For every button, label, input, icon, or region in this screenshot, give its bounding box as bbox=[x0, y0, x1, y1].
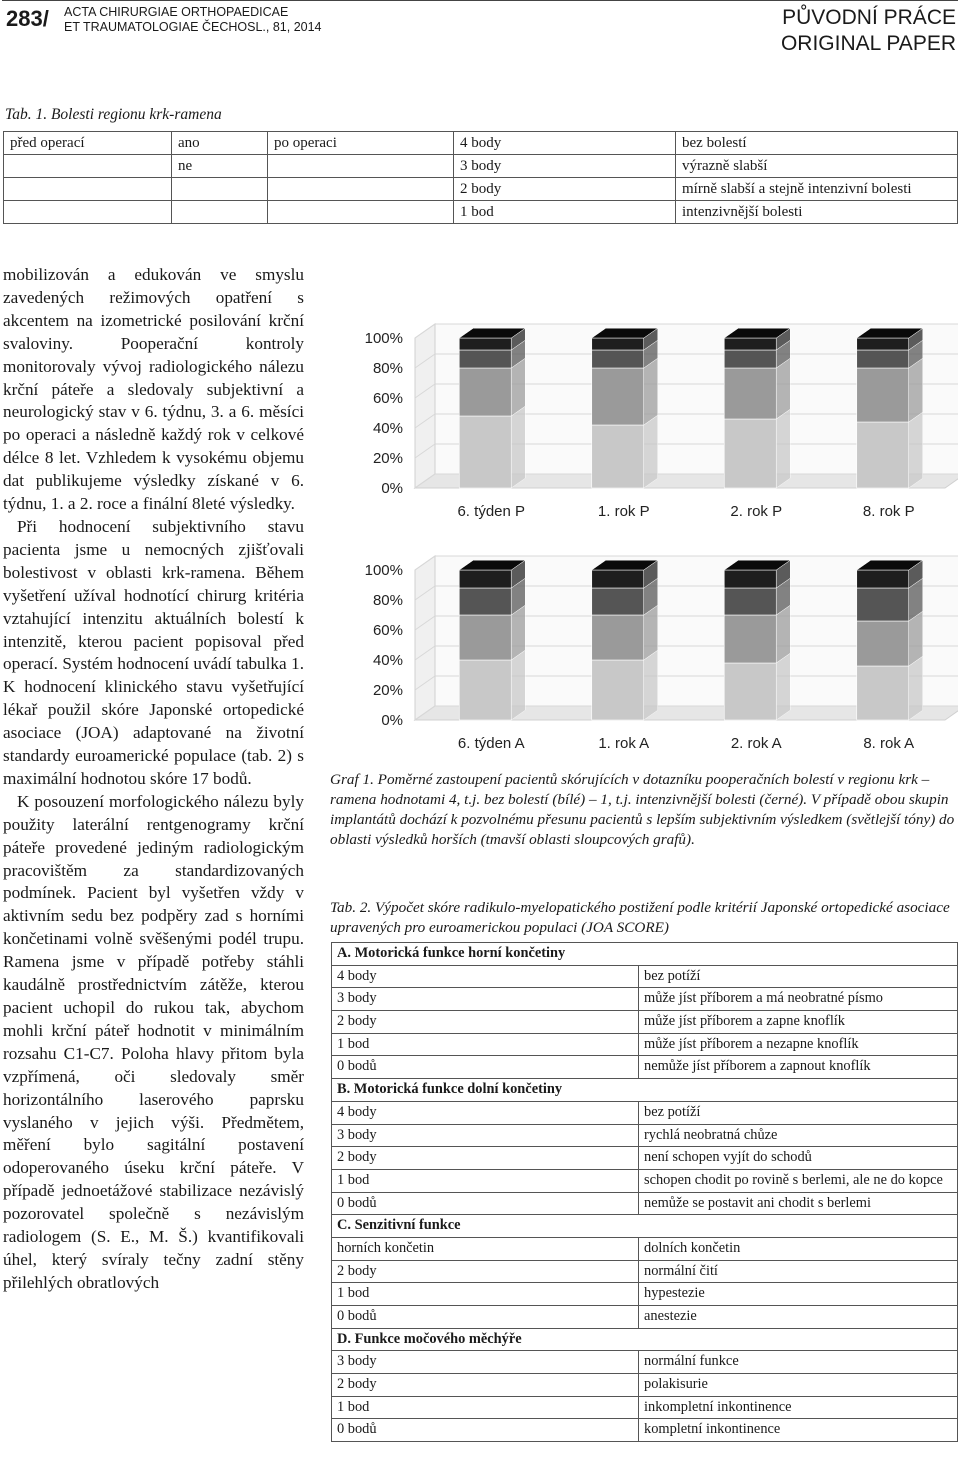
table1-cell: mírně slabší a stejně intenzivní bolesti bbox=[676, 178, 958, 201]
table2-score-cell: 3 body bbox=[332, 988, 639, 1011]
y-tick-label: 20% bbox=[372, 450, 403, 467]
y-tick-label: 80% bbox=[372, 592, 403, 609]
x-tick-label: 8. rok A bbox=[863, 735, 915, 752]
table2-description-cell: schopen chodit po rovině s berlemi, ale ne do kopce bbox=[639, 1169, 958, 1192]
x-tick-label: 2. rok A bbox=[730, 735, 782, 752]
table2-score-cell: 4 body bbox=[332, 1101, 639, 1124]
table2-score-cell: 2 body bbox=[332, 1374, 639, 1397]
table2-score-cell: 0 bodů bbox=[332, 1056, 639, 1079]
table2-description-cell: může jíst příborem a nezapne knoflík bbox=[639, 1033, 958, 1056]
bar-segment bbox=[724, 615, 776, 663]
table1-cell: výrazně slabší bbox=[676, 155, 958, 178]
table1-cell: 2 body bbox=[454, 178, 676, 201]
table2-row bbox=[332, 988, 958, 1011]
table1-cell: ne bbox=[172, 155, 268, 178]
table2-description-cell: dolních končetin bbox=[639, 1237, 958, 1260]
table2-caption: Tab. 2. Výpočet skóre radikulo-myelopatického postižení podle kritérií Japonské ortopedické asociace upravených pro euroamerickou populaci (JOA SCORE) bbox=[330, 899, 950, 936]
bar-segment bbox=[857, 350, 909, 368]
table2-score-cell: 0 bodů bbox=[332, 1419, 639, 1442]
table2-section-title: D. Funkce močového měchýře bbox=[332, 1328, 958, 1351]
table2-row bbox=[332, 965, 958, 988]
bar-segment bbox=[724, 368, 776, 419]
bar-segment bbox=[857, 422, 909, 488]
bar-segment bbox=[592, 660, 644, 720]
bar-segment bbox=[592, 615, 644, 660]
chart-p bbox=[330, 300, 958, 530]
table2-description-cell: může jíst příborem a zapne knoflík bbox=[639, 1011, 958, 1034]
table2-section-title: A. Motorická funkce horní končetiny bbox=[332, 943, 958, 966]
table1-cell bbox=[268, 201, 454, 224]
table2-section-row bbox=[332, 1215, 958, 1238]
table1-cell: 1 bod bbox=[454, 201, 676, 224]
table1-cell: bez bolestí bbox=[676, 132, 958, 155]
table2-score-cell: horních končetin bbox=[332, 1237, 639, 1260]
table2-row bbox=[332, 1396, 958, 1419]
bar-segment bbox=[724, 588, 776, 615]
table2-row bbox=[332, 1419, 958, 1442]
table2-score-cell: 3 body bbox=[332, 1351, 639, 1374]
table2-row bbox=[332, 1237, 958, 1260]
bar-segment bbox=[459, 615, 511, 660]
table1-cell bbox=[268, 178, 454, 201]
table2-section-row bbox=[332, 1328, 958, 1351]
table1-row bbox=[4, 201, 958, 224]
table1-cell: ano bbox=[172, 132, 268, 155]
table2-row bbox=[332, 1101, 958, 1124]
bar-segment-side bbox=[511, 358, 525, 416]
y-tick-label: 100% bbox=[364, 562, 403, 579]
table2-description-cell: rychlá neobratná chůze bbox=[639, 1124, 958, 1147]
bar-segment bbox=[724, 570, 776, 588]
table2-description-cell: polakisurie bbox=[639, 1374, 958, 1397]
paragraph: mobilizován a edukován ve smyslu zavedených režimových opatření s akcentem na izometrické posilování krční svaloviny. Pooperační kontroly monitorovaly vývoj radiologického nálezu krční páteře a sledovaly subjektivní a neurologický stav v 6. týdnu, 3. a 6. měsíci po operaci a následně každý rok v celkové délce 8 let. Vzhledem k vysokému objemu dat publikujeme výsledky získané v 6. týdnu, 1. a 2. roce a finální 8leté výsledky. bbox=[3, 265, 304, 514]
bar-segment-side bbox=[511, 650, 525, 720]
article-type-cz: PŮVODNÍ PRÁCE bbox=[782, 6, 956, 29]
bar-segment bbox=[857, 570, 909, 588]
graph-caption: Graf 1. Poměrné zastoupení pacientů skórujících v dotazníku pooperačních bolestí v regionu krk – ramena hodnotami 4, t.j. bez bolestí (bílé) – 1, t.j. intenzivnější bolesti (černé). V případě obou skupin implantátů dochází k pozvolnému přesunu pacientů s lepším subjektivním výsledkem (světlejší tóny) do oblasti výsledků horších (tmavší oblasti sloupcových grafů). bbox=[330, 771, 955, 848]
table2-score-cell: 1 bod bbox=[332, 1169, 639, 1192]
table1-cell: intenzivnější bolesti bbox=[676, 201, 958, 224]
paragraph: Při hodnocení subjektivního stavu pacienta jsme u nemocných zjišťovali bolestivost v oblasti krk-ramena. Během vyšetření užíval hodnotící chirurg kritéria vztahující intenzitu aktuálních bolestí k intenzitě, kterou pacient popisoval před operací. Systém hodnocení uvádí tabulka 1. K hodnocení klinického stavu vyšetřující lékař použil skóre Japonské ortopedické asociace (JOA) adaptované na životní standardy euroamerické populace (tab. 2) s maximální hodnotou skóre 17 bodů. bbox=[3, 516, 304, 788]
table2-section-title: C. Senzitivní funkce bbox=[332, 1215, 958, 1238]
chart-side-wall bbox=[415, 556, 435, 720]
bar-segment-side bbox=[644, 358, 658, 425]
table2-description-cell: normální funkce bbox=[639, 1351, 958, 1374]
table2-row bbox=[332, 1033, 958, 1056]
table2-description-cell: nemůže jíst příborem a zapnout knoflík bbox=[639, 1056, 958, 1079]
x-tick-label: 6. týden P bbox=[457, 503, 526, 520]
x-tick-label: 6. týden A bbox=[457, 735, 525, 752]
bar-segment bbox=[592, 425, 644, 488]
paragraph: K posouzení morfologického nálezu byly použity laterální rentgenogramy krční páteře provedené jediným radiologickým pracovištěm za standardizovaných podmínek. Pacient byl vyšetřen vždy v aktivním sedu bez podpěry zad s horními končetinami volně svěšenými podél trupu. Ramena jsme v případě potřeby stáhli kaudálně prostřednictvím zátěže, kterou pacient uchopil do rukou tak, abychom mohli krční páteř hodnotit v minimálním rozsahu C1-C7. Poloha hlavy přitom byla vzpřímená, oči sledovaly směr horizontálního laserového paprsku vyslaného v jejich výši. Předmětem, měření bylo sagitální postavení odoperovaného úseku krční páteře. V případě jednoetážové stabilizace nezávislý pozorovatel společně s nezávislým radiologem (S. E., M. Š.) kvantifikovali úhel, který svíraly tečny zadní stěny přilehlých obratlových bbox=[3, 791, 304, 1292]
table2-row bbox=[332, 1147, 958, 1170]
y-tick-label: 80% bbox=[372, 360, 403, 377]
table2-row bbox=[332, 1351, 958, 1374]
page-header bbox=[0, 0, 960, 60]
table2-score-cell: 2 body bbox=[332, 1011, 639, 1034]
table1-cell: 4 body bbox=[454, 132, 676, 155]
table2-score-cell: 3 body bbox=[332, 1124, 639, 1147]
table1-row bbox=[4, 155, 958, 178]
bar-segment bbox=[592, 350, 644, 368]
bar-segment bbox=[857, 338, 909, 350]
table2-section-row bbox=[332, 943, 958, 966]
table1-cell: po operaci bbox=[268, 132, 454, 155]
bar-segment bbox=[857, 666, 909, 720]
bar-segment bbox=[724, 419, 776, 488]
table2-description-cell: není schopen vyjít do schodů bbox=[639, 1147, 958, 1170]
table2-description-cell: normální čití bbox=[639, 1260, 958, 1283]
table2-row bbox=[332, 1056, 958, 1079]
table2-description-cell: inkompletní inkontinence bbox=[639, 1396, 958, 1419]
bar-segment bbox=[459, 350, 511, 368]
table1-cell bbox=[172, 178, 268, 201]
bar-segment bbox=[724, 663, 776, 720]
article-type bbox=[781, 5, 956, 58]
y-tick-label: 100% bbox=[364, 330, 403, 347]
table2-score-cell: 1 bod bbox=[332, 1283, 639, 1306]
table2-score-cell: 1 bod bbox=[332, 1396, 639, 1419]
table2-description-cell: nemůže se postavit ani chodit s berlemi bbox=[639, 1192, 958, 1215]
table2 bbox=[331, 942, 958, 1442]
table2-score-cell: 0 bodů bbox=[332, 1192, 639, 1215]
bar-segment bbox=[857, 368, 909, 422]
table2-row bbox=[332, 1374, 958, 1397]
journal-line-1: ACTA CHIRURGIAE ORTHOPAEDICAE bbox=[64, 5, 289, 19]
bar-segment-side bbox=[644, 650, 658, 720]
bar-segment-side bbox=[776, 653, 790, 720]
article-type-en: ORIGINAL PAPER bbox=[780, 32, 956, 56]
table2-score-cell: 4 body bbox=[332, 965, 639, 988]
table2-row bbox=[332, 1192, 958, 1215]
bar-segment-side bbox=[909, 358, 923, 422]
bar-segment-side bbox=[776, 409, 790, 488]
table1-cell: 3 body bbox=[454, 155, 676, 178]
bar-segment-side bbox=[776, 358, 790, 419]
chart-a bbox=[330, 532, 958, 762]
table1-row bbox=[4, 132, 958, 155]
bar-segment bbox=[459, 570, 511, 588]
bar-segment bbox=[592, 588, 644, 615]
table2-score-cell: 2 body bbox=[332, 1260, 639, 1283]
table1-cell bbox=[172, 201, 268, 224]
chart-p-svg bbox=[330, 300, 958, 530]
table2-description-cell: může jíst příborem a má neobratné písmo bbox=[639, 988, 958, 1011]
table2-description-cell: bez potíží bbox=[639, 965, 958, 988]
table2-row bbox=[332, 1124, 958, 1147]
bar-segment bbox=[459, 416, 511, 488]
table2-description-cell: anestezie bbox=[639, 1306, 958, 1329]
chart-side-wall bbox=[415, 324, 435, 488]
bar-segment bbox=[592, 338, 644, 350]
y-tick-label: 60% bbox=[372, 390, 403, 407]
table2-row bbox=[332, 1169, 958, 1192]
x-tick-label: 8. rok P bbox=[862, 503, 915, 520]
table2-section-title: B. Motorická funkce dolní končetiny bbox=[332, 1079, 958, 1102]
x-tick-label: 1. rok A bbox=[598, 735, 650, 752]
table2-description-cell: hypestezie bbox=[639, 1283, 958, 1306]
header-rule bbox=[2, 0, 958, 1]
table1-cell: před operací bbox=[4, 132, 172, 155]
x-tick-label: 2. rok P bbox=[730, 503, 783, 520]
bar-segment-side bbox=[776, 605, 790, 663]
y-tick-label: 40% bbox=[372, 652, 403, 669]
y-tick-label: 60% bbox=[372, 622, 403, 639]
x-tick-label: 1. rok P bbox=[597, 503, 650, 520]
table1-cell bbox=[268, 155, 454, 178]
table2-section-row bbox=[332, 1079, 958, 1102]
table2-row bbox=[332, 1283, 958, 1306]
table1-cell bbox=[4, 178, 172, 201]
bar-segment-side bbox=[644, 415, 658, 488]
table2-description-cell: kompletní inkontinence bbox=[639, 1419, 958, 1442]
table2-score-cell: 2 body bbox=[332, 1147, 639, 1170]
table1-caption: Tab. 1. Bolesti regionu krk-ramena bbox=[5, 106, 222, 123]
bar-segment bbox=[724, 338, 776, 350]
bar-segment-side bbox=[909, 412, 923, 488]
bar-segment bbox=[459, 338, 511, 350]
table2-row bbox=[332, 1011, 958, 1034]
bar-segment-side bbox=[909, 656, 923, 720]
journal-line-2: ET TRAUMATOLOGIAE ČECHOSL., 81, 2014 bbox=[64, 20, 322, 34]
bar-segment bbox=[592, 368, 644, 425]
table1-cell bbox=[4, 201, 172, 224]
chart-a-svg bbox=[330, 532, 958, 762]
bar-segment bbox=[459, 368, 511, 416]
bar-segment bbox=[459, 588, 511, 615]
bar-segment bbox=[592, 570, 644, 588]
bar-segment bbox=[857, 588, 909, 621]
table1 bbox=[3, 131, 958, 224]
bar-segment bbox=[857, 621, 909, 666]
bar-segment bbox=[459, 660, 511, 720]
table2-score-cell: 1 bod bbox=[332, 1033, 639, 1056]
table2-description-cell: bez potíží bbox=[639, 1101, 958, 1124]
y-tick-label: 20% bbox=[372, 682, 403, 699]
journal-name bbox=[64, 5, 322, 35]
table1-cell bbox=[4, 155, 172, 178]
body-text-column bbox=[3, 264, 304, 1295]
y-tick-label: 40% bbox=[372, 420, 403, 437]
bar-segment-side bbox=[511, 406, 525, 488]
bar-segment bbox=[724, 350, 776, 368]
table2-row bbox=[332, 1260, 958, 1283]
table1-row bbox=[4, 178, 958, 201]
table2-score-cell: 0 bodů bbox=[332, 1306, 639, 1329]
table2-row bbox=[332, 1306, 958, 1329]
y-tick-label: 0% bbox=[381, 480, 403, 497]
page-number: 283/ bbox=[6, 6, 49, 31]
y-tick-label: 0% bbox=[381, 712, 403, 729]
